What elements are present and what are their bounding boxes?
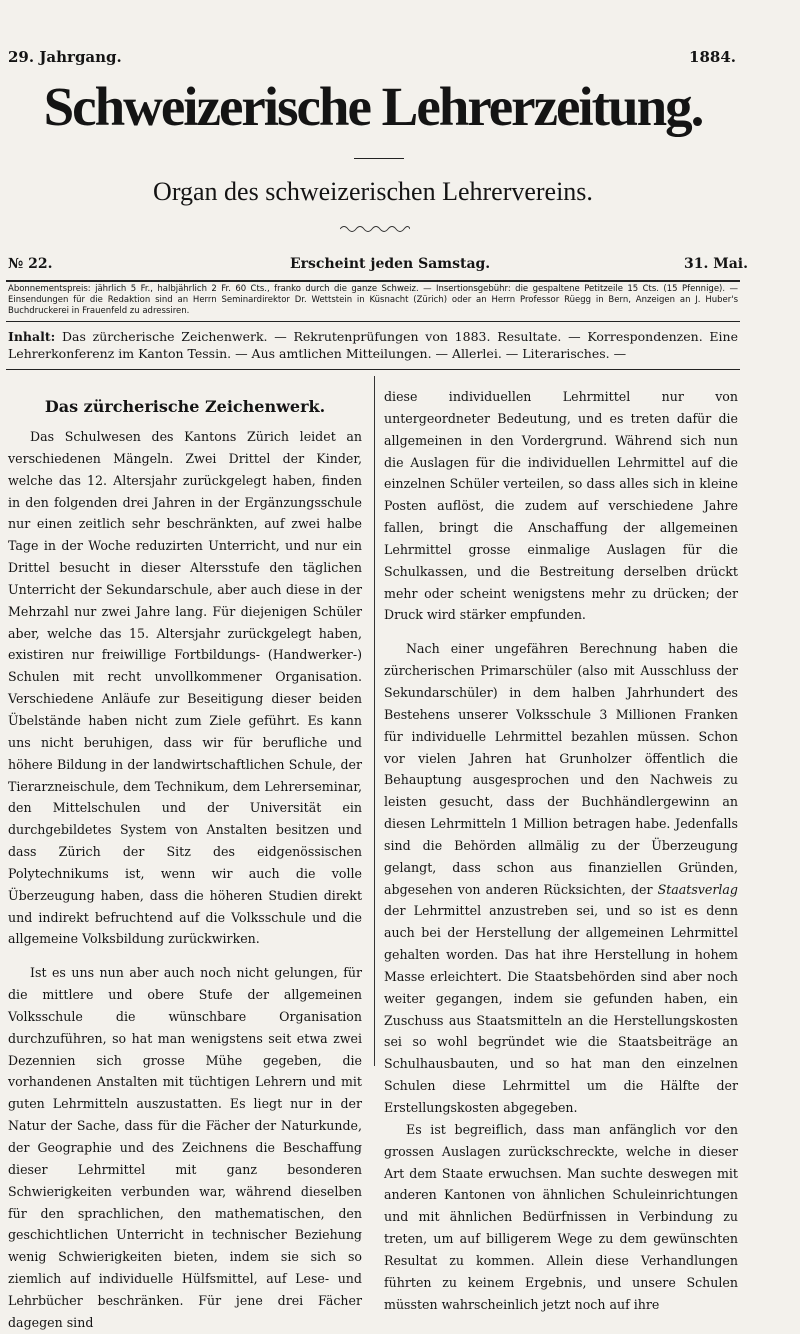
contents-text: Das zürcherische Zeichenwerk. — Rekrutenprüfungen von 1883. Resultate. — Korrespondenzen. Eine Lehrerkonferenz im Kanton Tessin. — Aus amtlichen Mitteilungen. — Allerlei. — Literarisches. — bbox=[8, 329, 738, 361]
title-rule bbox=[354, 158, 404, 159]
volume-label: 29. Jahrgang. bbox=[8, 48, 122, 66]
paragraph: diese individuellen Lehrmittel nur von untergeordneter Bedeutung, und es treten dafür die allgemeinen in den Vordergrund. Während sich nun die Auslagen für die individuellen Lehrmittel auf die einzelnen Schüler verteilen, so dass alles sich in kleine Posten auflöst, die zudem auf verschiedene Jahre fallen, bringt die Anschaffung der allgemeinen Lehrmittel grosse einmalige Auslagen für die Schulkassen, und die Bestreitung derselben drückt mehr oder scheint wenigstens mehr zu drücken; der Druck wird stärker empfunden. bbox=[384, 389, 738, 623]
paragraph-part: Nach einer ungefähren Berechnung haben die zürcherischen Primarschüler (also mit Ausschluss der Sekundarschüler) in dem halben Jahrhundert des Bestehens unserer Volksschule 3 Millionen Franken für individuelle Lehrmittel bezahlen müssen. Schon vor vielen Jahren hat Grunholzer öffentlich die Behauptung ausgesprochen und den Nachweis zu leisten gesucht, dass der Buchhändlergewinn an diesen Lehrmitteln 1 Million betragen habe. Jedenfalls sind die Behörden allmälig zu der Überzeugung gelangt, dass schon aus finanziellen Gründen, abgesehen von anderen Rücksichten, der bbox=[384, 641, 738, 897]
contents-label: Inhalt: bbox=[8, 329, 56, 344]
publication-schedule: Erscheint jeden Samstag. bbox=[290, 256, 491, 272]
year-label: 1884. bbox=[689, 48, 736, 66]
subscription-info: Abonnementspreis: jährlich 5 Fr., halbjährlich 2 Fr. 60 Cts., franko durch die ganze Schweiz. — Insertionsgebühr: die gespaltene Petitzeile 15 Cts. (15 Pfennige). — Einsendungen für die Redaktion sind an Herrn Seminardirektor Dr. Wettstein in Küsnacht (Zürich) oder an Herrn Professor Rüegg in Bern, Anzeigen an J. Huber's Buchdruckerei in Frauenfeld zu adressiren. bbox=[8, 284, 738, 316]
newspaper-subtitle: Organ des schweizerischen Lehrervereins. bbox=[153, 177, 593, 206]
article-heading: Das zürcherische Zeichenwerk. bbox=[44, 397, 326, 416]
contents-rule bbox=[6, 369, 740, 370]
subscription-rule bbox=[6, 321, 740, 322]
paragraph: Ist es uns nun aber auch noch nicht gelungen, für die mittlere und obere Stufe der allgemeinen Volksschule die wünschbare Organisation durchzuführen, so hat man wenigstens seit etwa zwei Dezennien sich grosse Mühe gegeben, die vorhandenen Anstalten mit tüchtigen Lehrern und mit guten Lehrmitteln auszustatten. Es liegt nur in der Natur der Sache, dass für die Fächer der Naturkunde, der Geographie und des Zeichnens die Beschaffung dieser Lehrmittel mit ganz besonderen Schwierigkeiten verbunden war, während dieselben für den sprachlichen, den mathematischen, den geschichtlichen Unterricht in technischer Beziehung wenig Schwierigkeiten bieten, indem sie sich so ziemlich auf individuelle Hülfsmittel, auf Lese- und Lehrbücher beschränken. Für jene drei Fächer dagegen sind bbox=[8, 965, 362, 1330]
paragraph: Es ist begreiflich, dass man anfänglich vor den grossen Auslagen zurückschreckte, welche in dieser Art dem Staate erwuchsen. Man suchte deswegen mit anderen Kantonen von ähnlichen Schuleinrichtungen und mit ähnlichen Bedürfnissen in Verbindung zu treten, um auf billigerem Wege zu dem gewünschten Resultat zu kommen. Allein diese Verhandlungen führten zu keinem Ergebnis, und unsere Schulen müssten wahrscheinlich jetzt noch auf ihre bbox=[384, 1121, 738, 1312]
emphasized-term: Staatsverlag bbox=[657, 881, 738, 897]
paragraph bbox=[384, 638, 738, 1119]
column-divider bbox=[374, 376, 375, 1066]
decorative-wave-rule bbox=[340, 224, 410, 234]
issue-date: 31. Mai. bbox=[684, 256, 748, 272]
left-column bbox=[8, 382, 362, 1334]
paragraph: Das Schulwesen des Kantons Zürich leidet an verschiedenen Mängeln. Zwei Drittel der Kinder, welche das 12. Altersjahr zurückgelegt haben, finden in den folgenden drei Jahren in der Ergänzungsschule nur einen zeitlich sehr beschränkten, auf zwei halbe Tage in der Woche reduzirten Unterricht, und nur ein Drittel besucht in dieser Altersstufe den täglichen Unterricht der Sekundarschule, aber auch diese in der Mehrzahl nur zwei Jahre lang. Für diejenigen Schüler aber, welche das 15. Altersjahr zurückgelegt haben, existiren nur freiwillige Fortbildungs- (Handwerker-) Schulen mit recht unvollkommener Organisation. Verschiedene Anläufe zur Beseitigung dieser beiden Übelstände haben nicht zum Ziele geführt. Es kann uns nicht beruhigen, dass wir für berufliche und höhere Bildung in der landwirtschaftlichen Schule, der Tierarzneischule, dem Technikum, dem Lehrerseminar, den Mittelschulen und der Universität ein durchgebildetes System von Anstalten besitzen und dass Zürich der Sitz des eidgenössischen Polytechnikums ist, wenn wir auch die volle Überzeugung haben, dass die höheren Studien direkt und indirekt befruchtend auf die Volksschule und die allgemeine Volksbildung zurückwirken. bbox=[8, 429, 362, 947]
right-column bbox=[384, 386, 738, 1315]
table-of-contents bbox=[8, 328, 738, 362]
paragraph-part: der Lehrmittel anzustreben sei, und so ist es denn auch bei der Herstellung der allgemeinen Lehrmittel gehalten worden. Das hat ihre Herstellung in hohem Masse erleichtert. Die Staatsbehörden sind aber noch weiter gegangen, indem sie gefunden haben, ein Zuschuss aus Staatsmitteln an die Herstellungskosten sei so wohl begründet wie die Staatsbeiträge an Schulhausbauten, und so hat man den einzelnen Schulen diese Lehrmittel um die Hälfte der Erstellungskosten abgegeben. bbox=[384, 903, 738, 1115]
issue-number: № 22. bbox=[8, 256, 53, 272]
header-rule bbox=[6, 280, 740, 282]
newspaper-title: Schweizerische Lehrerzeitung. bbox=[43, 76, 703, 137]
